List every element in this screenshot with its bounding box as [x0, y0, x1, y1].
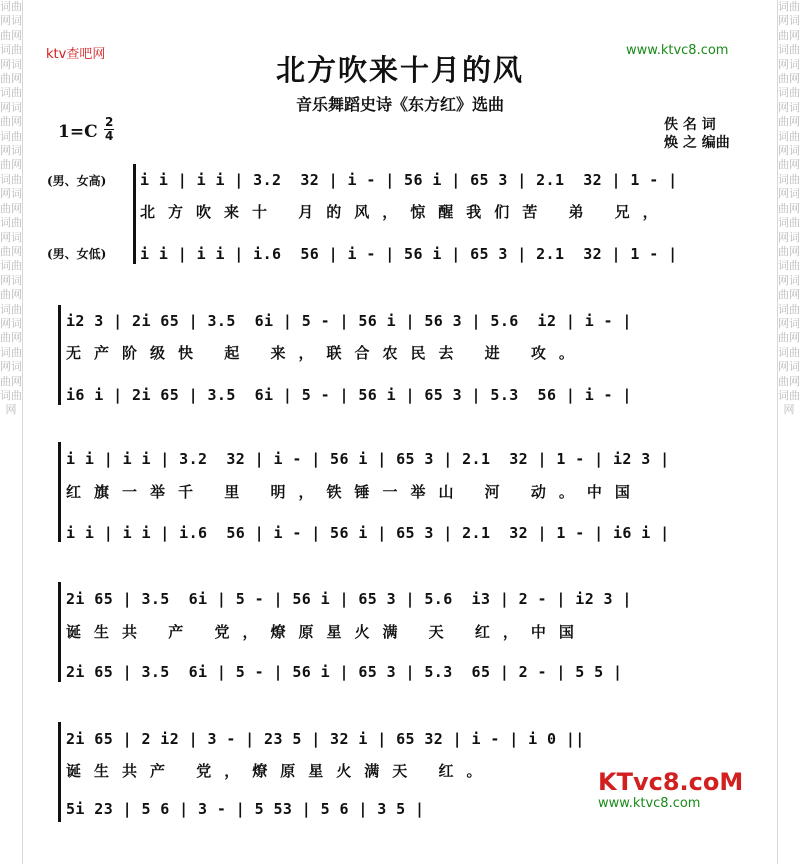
system-brace [58, 305, 65, 405]
upper-staff-line: 2i 65 | 2 i2 | 3 - | 23 5 | 32 i | 65 32 | i - | i 0 || [66, 730, 585, 748]
upper-staff-line: 2i 65 | 3.5 6i | 5 - | 56 i | 65 3 | 5.6 i3 | 2 - | i2 3 | [66, 590, 632, 608]
lyric-line: 北方吹来十 月的风，惊醒我们苦 弟 兄， [140, 203, 671, 221]
lyricist-credit: 佚 名 词 [664, 117, 716, 133]
voice-label-high: (男、女高) [47, 174, 107, 188]
composer-credit: 焕 之 编曲 [664, 135, 730, 151]
meter-bottom: 4 [105, 129, 114, 143]
site-url-right: www.ktvc8.com [626, 43, 729, 58]
side-watermark-left: 词曲网词曲网词曲网词曲网词曲网词曲网词曲网词曲网词曲网词曲网词曲网词曲网词曲网词曲网词曲网词曲网词曲网词曲网词曲网 [0, 0, 23, 864]
lower-staff-line: i6 i | 2i 65 | 3.5 6i | 5 - | 56 i | 65 3 | 5.3 56 | i - | [66, 386, 632, 404]
upper-staff-line: i i | i i | 3.2 32 | i - | 56 i | 65 3 | 2.1 32 | 1 - | i2 3 | [66, 450, 670, 468]
upper-staff-line: i2 3 | 2i 65 | 3.5 6i | 5 - | 56 i | 56 3 | 5.6 i2 | i - | [66, 312, 632, 330]
lower-staff-line: 2i 65 | 3.5 6i | 5 - | 56 i | 65 3 | 5.3 65 | 2 - | 5 5 | [66, 663, 623, 681]
lower-staff-line: i i | i i | i.6 56 | i - | 56 i | 65 3 | 2.1 32 | 1 - | i6 i | [66, 524, 670, 542]
ktvc8-watermark-logo [598, 768, 743, 811]
system-brace [133, 164, 140, 264]
time-signature [104, 116, 114, 143]
lower-staff-line: i i | i i | i.6 56 | i - | 56 i | 65 3 | 2.1 32 | 1 - | [140, 245, 678, 263]
watermark-sub: www.ktvc8.com [598, 796, 701, 811]
song-subtitle: 音乐舞蹈史诗《东方红》选曲 [295, 95, 504, 114]
lyric-line: 无产阶级快 起 来，联合农民去 进 攻。 [66, 344, 587, 362]
lyric-line: 诞生共产 党，燎原星火满天 红。 [66, 762, 495, 780]
watermark-main: KTvc8.coM [598, 768, 744, 796]
system-brace [58, 722, 65, 822]
meter-top: 2 [105, 115, 114, 129]
key-signature: 1=C [58, 122, 98, 142]
song-title: 北方吹来十月的风 [275, 53, 524, 87]
system-brace [58, 442, 65, 542]
site-label-left: ktv查吧网 [46, 47, 106, 62]
system-brace [58, 582, 65, 682]
lower-staff-line: 5i 23 | 5 6 | 3 - | 5 53 | 5 6 | 3 5 | [66, 800, 425, 818]
lyric-line: 红旗一举千 里 明，铁锤一举山 河 动。中国 [66, 483, 643, 501]
lyric-line: 诞生共 产 党，燎原星火满 天 红，中国 [66, 623, 587, 641]
side-watermark-right: 词曲网词曲网词曲网词曲网词曲网词曲网词曲网词曲网词曲网词曲网词曲网词曲网词曲网词曲网词曲网词曲网词曲网词曲网词曲网 [777, 0, 800, 864]
voice-label-low: (男、女低) [47, 247, 107, 261]
upper-staff-line: i i | i i | 3.2 32 | i - | 56 i | 65 3 | 2.1 32 | 1 - | [140, 171, 678, 189]
